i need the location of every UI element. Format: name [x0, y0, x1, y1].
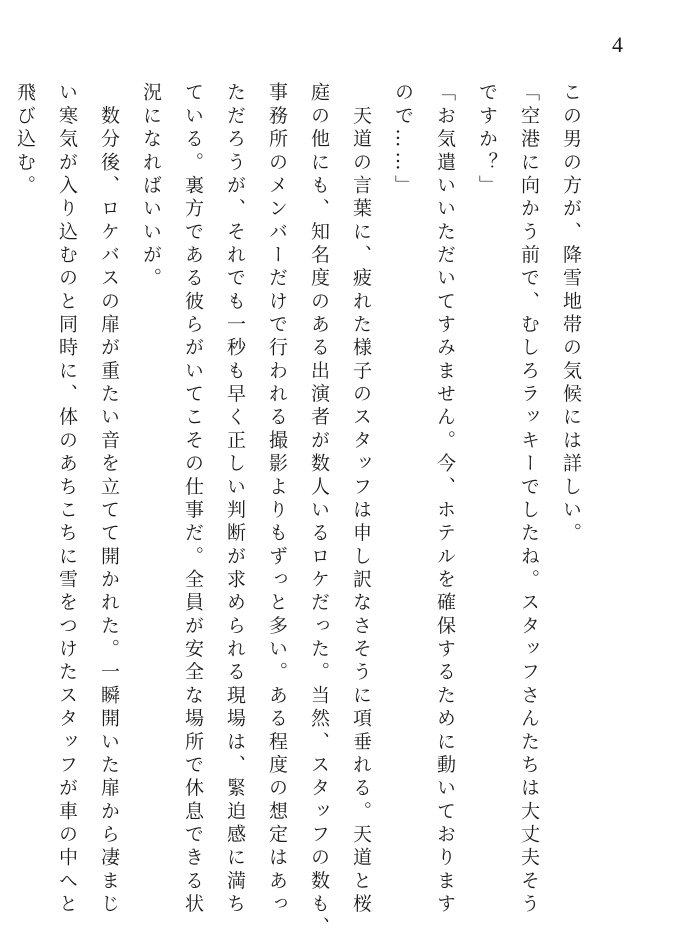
page-number: 4	[612, 32, 623, 57]
text-line: ただろうが、それでも一秒も早く正しい判断が求められる現場は、緊迫感に満ち	[224, 82, 246, 917]
text-line: ている。裏方である彼らがいてこその仕事だ。全員が安全な場所で休息できる状	[182, 82, 204, 917]
text-line: 「お気遣いいただいてすみません。今、ホテルを確保するために動いております	[434, 82, 456, 917]
text-line: 数分後、ロケバスの扉が重たい音を立てて開かれた。一瞬開いた扉から凄まじ	[98, 82, 120, 917]
text-line: ですか？」	[476, 82, 498, 198]
text-line: 「空港に向かう前で、むしろラッキーでしたね。スタッフさんたちは大丈夫そう	[518, 82, 540, 917]
text-line: 天道の言葉に、疲れた様子のスタッフは申し訳なさそうに項垂れる。天道と桜	[350, 82, 372, 917]
text-line: 況になればいいが。	[140, 82, 162, 291]
text-line: この男の方が、降雪地帯の気候には詳しい。	[560, 82, 582, 546]
text-line: 事務所のメンバーだけで行われる撮影よりもずっと多い。ある程度の想定はあっ	[266, 82, 288, 917]
body-text	[4, 82, 592, 940]
text-line: 飛び込む。	[14, 82, 36, 198]
text-line: 庭の他にも、知名度のある出演者が数人いるロケだった。当然、スタッフの数も、	[308, 82, 330, 940]
text-line: ので……」	[392, 82, 414, 198]
text-line: い寒気が入り込むのと同時に、体のあちこちに雪をつけたスタッフが車の中へと	[56, 82, 78, 917]
